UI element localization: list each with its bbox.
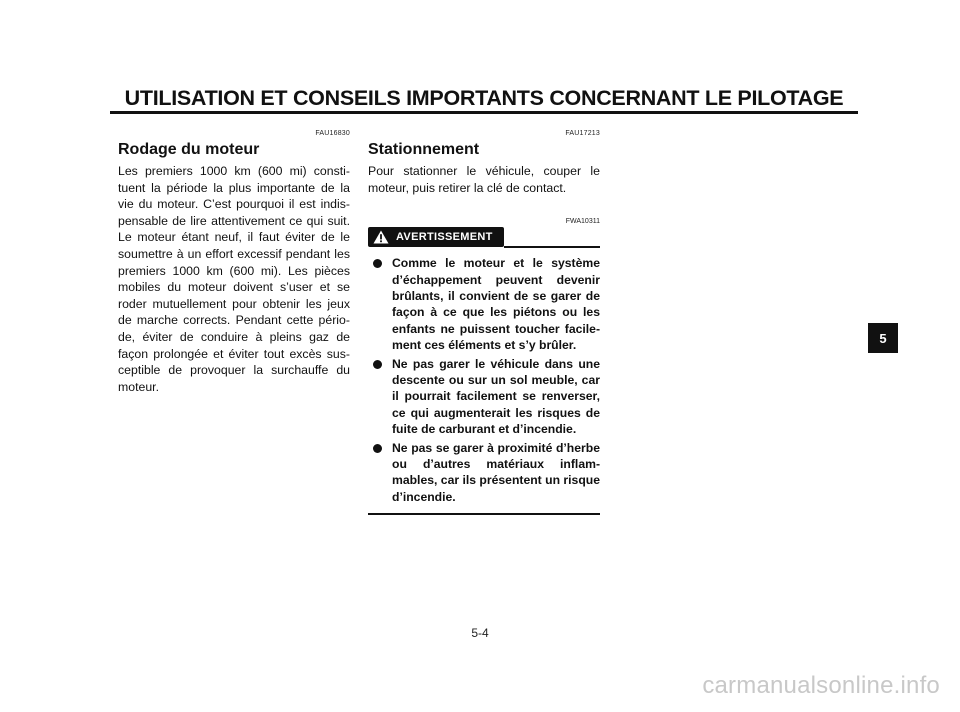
section-code: FAU16830 <box>315 130 350 137</box>
warning-item <box>368 356 600 438</box>
warning-top-rule <box>504 246 600 248</box>
warning-item-text: Ne pas se garer à proximité d’herbe ou d’autres matériaux inflammables, car ils présentent un risque d’incendie. <box>392 440 600 504</box>
section-title-rodage: Rodage du moteur <box>118 141 260 158</box>
section-body-stationnement: Pour stationner le véhicule, couper le moteur, puis retirer la clé de contact. <box>368 164 600 195</box>
warning-header <box>368 227 600 249</box>
warning-triangle-icon <box>372 229 390 245</box>
section-code: FAU17213 <box>565 130 600 137</box>
warning-item <box>368 255 600 353</box>
bullet-icon <box>373 360 382 369</box>
warning-item <box>368 440 600 506</box>
bullet-icon <box>373 444 382 453</box>
header-title: UTILISATION ET CONSEILS IMPORTANTS CONCERNANT LE PILOTAGE <box>124 86 844 110</box>
page-number: 5-4 <box>471 626 489 640</box>
warning-item-text: Ne pas garer le véhicule dans une descente ou sur un sol meuble, car il pourrait facilement se renverser, ce qui augmenterait les risques de fuite de carburant et d’incendie. <box>392 356 600 437</box>
bullet-icon <box>373 259 382 268</box>
warning-box <box>368 216 600 515</box>
warning-label-box <box>368 227 504 247</box>
right-column <box>368 128 600 515</box>
header-rule <box>110 111 858 114</box>
page-header <box>110 84 858 128</box>
section-body-rodage: Les premiers 1000 km (600 mi) constituent la période la plus importante de la vie du moteur. C’est pourquoi il est indispensable de lire attentivement ce qui suit. Le moteur étant neuf, il faut éviter de le soumettre à un effort excessif pendant les premiers 1000 km (600 mi). Les pièces mobiles du moteur doivent s’user et se roder mutuellement pour obtenir les jeux de marche corrects. Pendant cette période, éviter de conduire à pleins gaz de façon prolongée et éviter tout excès susceptible de provoquer la surchauffe du moteur. <box>118 164 350 394</box>
chapter-tab: 5 <box>868 323 898 353</box>
section-title-stationnement: Stationnement <box>368 141 480 158</box>
warning-label: AVERTISSEMENT <box>396 231 493 244</box>
warning-list <box>368 255 600 505</box>
warning-bottom-rule <box>368 513 600 515</box>
warning-item-text: Comme le moteur et le système d’échappement peuvent devenir brûlants, il convient de se garer de façon à ce que les piétons ou les enfants ne puissent toucher facilement ces éléments et s’y brûler. <box>392 256 600 353</box>
warning-code: FWA10311 <box>565 218 600 226</box>
watermark: carmanualsonline.info <box>702 672 940 699</box>
left-column <box>118 128 350 395</box>
